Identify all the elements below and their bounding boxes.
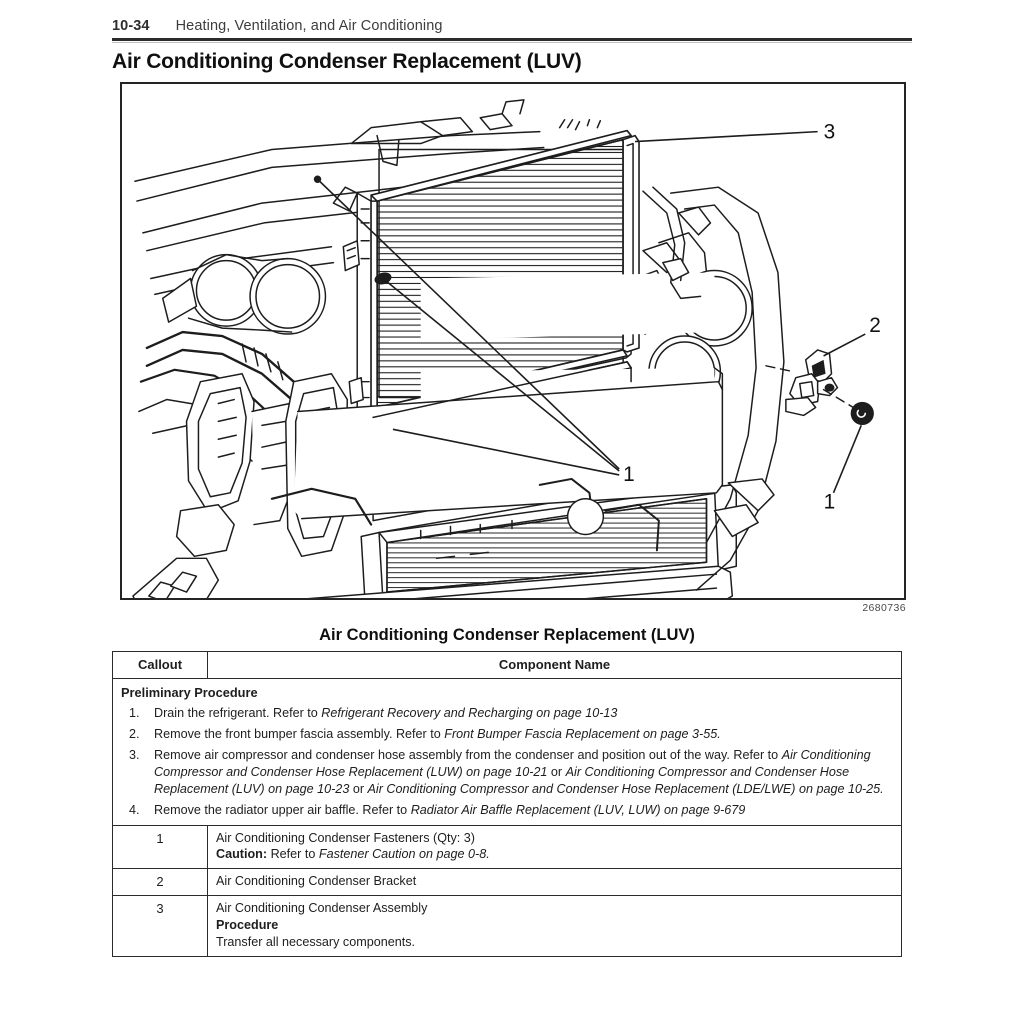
text-run: or <box>547 764 566 779</box>
table-caption: Air Conditioning Condenser Replacement (LUV) <box>319 626 695 644</box>
callout-rows <box>113 825 902 956</box>
preliminary-step <box>121 705 893 722</box>
callout-number: 1 <box>113 825 208 868</box>
preliminary-procedure-heading: Preliminary Procedure <box>121 685 258 701</box>
callout-number: 2 <box>113 869 208 896</box>
condenser-line-drawing <box>122 84 904 598</box>
component-description <box>208 825 902 868</box>
running-head <box>112 18 912 34</box>
text-run: Procedure <box>216 918 279 933</box>
column-header-callout: Callout <box>113 652 208 679</box>
text-run: Air Conditioning Condenser Bracket <box>216 874 417 889</box>
callout-number: 3 <box>113 896 208 956</box>
text-run: Remove air compressor and condenser hose assembly from the condenser and position out of the way. Refer to <box>154 748 782 763</box>
procedure-label <box>216 917 893 934</box>
figure-id-number: 2680736 <box>862 602 906 614</box>
text-run: Remove the front bumper fascia assembly. Refer to <box>154 727 445 742</box>
text-run: Refer to <box>267 847 319 862</box>
cross-reference: Air Conditioning Compressor and Condenser Hose Replacement (LUW) on page 10-21 <box>154 748 871 779</box>
text-run: Air Conditioning Condenser Assembly <box>216 901 428 916</box>
page-title: Air Conditioning Condenser Replacement (LUV) <box>112 50 582 73</box>
text-run: Transfer all necessary components. <box>216 934 416 949</box>
text-run: Drain the refrigerant. Refer to <box>154 706 322 721</box>
step-number: 4. <box>129 802 140 817</box>
text-run: Remove the radiator upper air baffle. Refer to <box>154 802 411 817</box>
header-rule <box>112 38 912 41</box>
cross-reference: Air Conditioning Compressor and Condenser Hose Replacement (LDE/LWE) on page 10-25. <box>367 781 884 796</box>
procedure-text <box>216 934 893 951</box>
column-header-component-name: Component Name <box>208 652 902 679</box>
caution-note <box>216 846 893 863</box>
text-run: Air Conditioning Condenser Fasteners (Qty: 3) <box>216 830 475 845</box>
step-text <box>154 748 884 796</box>
cross-reference: Fastener Caution on page 0-8. <box>318 847 490 862</box>
header-rule-thin <box>112 42 912 43</box>
step-number: 1. <box>129 706 140 721</box>
step-number: 2. <box>129 727 140 742</box>
component-name <box>216 900 893 917</box>
cross-reference: Radiator Air Baffle Replacement (LUV, LUW) on page 9-679 <box>410 802 746 817</box>
figure-callout-1-center: 1 <box>623 462 635 486</box>
figure-callout-3: 3 <box>823 120 836 144</box>
figure-callout-2: 2 <box>869 314 881 338</box>
preliminary-step <box>121 747 893 798</box>
table-row <box>113 825 902 868</box>
page-folio: 10-34 <box>112 18 150 34</box>
cross-reference: Refrigerant Recovery and Recharging on page 10-13 <box>321 706 618 721</box>
step-text <box>154 727 721 741</box>
preliminary-step <box>121 726 893 743</box>
component-name <box>216 830 893 847</box>
component-name <box>216 873 893 890</box>
preliminary-steps-list <box>121 705 893 818</box>
preliminary-step <box>121 802 893 819</box>
component-description <box>208 896 902 956</box>
text-run: or <box>349 781 368 796</box>
figure <box>120 82 906 614</box>
step-number: 3. <box>129 748 140 763</box>
preliminary-procedure-cell <box>113 679 902 825</box>
table-body <box>113 679 902 825</box>
preliminary-procedure-row <box>113 679 902 825</box>
cross-reference: Air Conditioning Compressor and Condenser Hose Replacement (LUV) on page 10-23 <box>154 764 850 796</box>
table-header-row <box>113 652 902 679</box>
table-row <box>113 896 902 956</box>
step-text <box>154 706 617 720</box>
section-name: Heating, Ventilation, and Air Conditioning <box>175 18 443 34</box>
component-description <box>208 869 902 896</box>
figure-frame <box>120 82 906 600</box>
table-row <box>113 869 902 896</box>
cross-reference: Front Bumper Fascia Replacement on page 3-55. <box>444 727 721 742</box>
text-run: Caution: <box>216 847 268 862</box>
figure-callout-1-bolt: 1 <box>823 490 836 514</box>
step-text <box>154 803 745 817</box>
component-table <box>112 651 902 957</box>
